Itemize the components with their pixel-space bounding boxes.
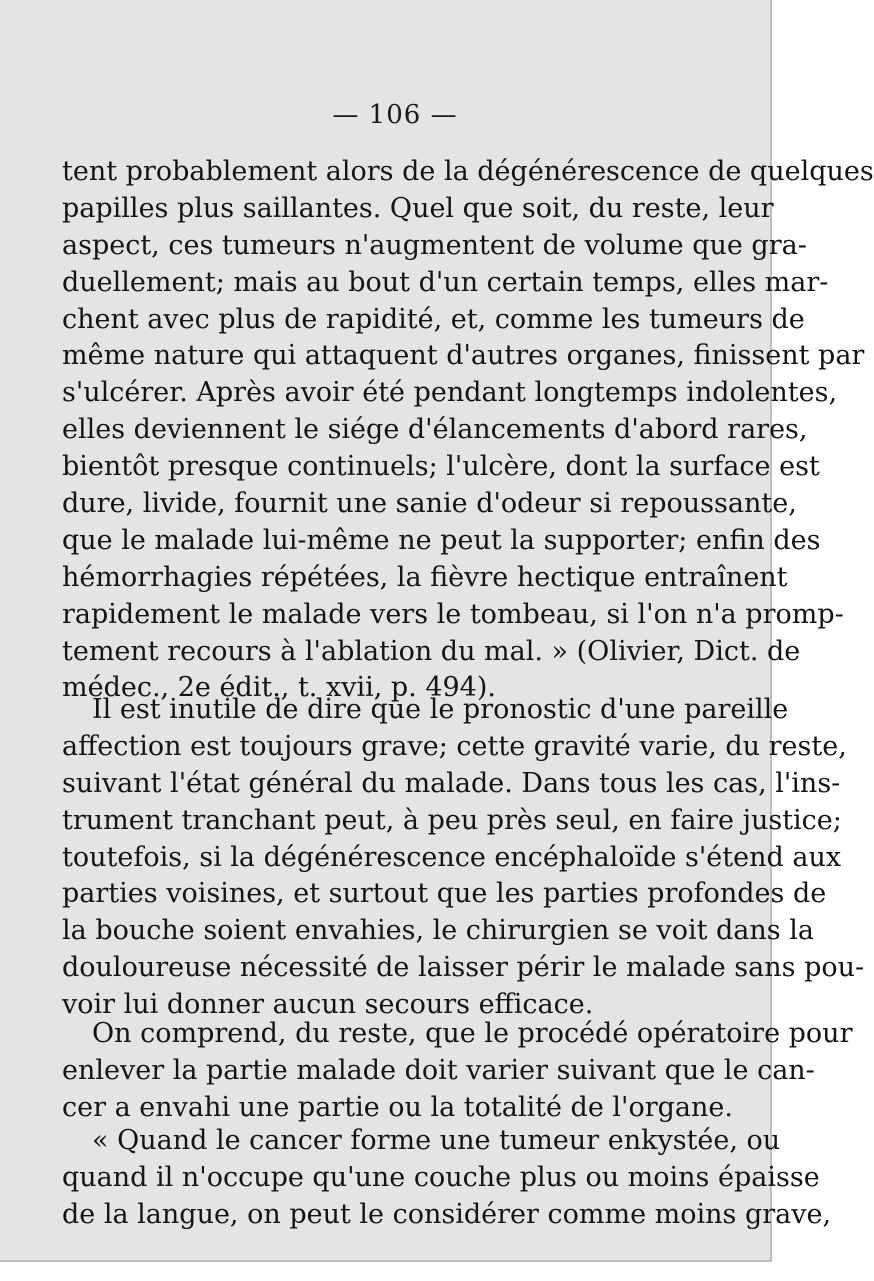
text-line: On comprend, du reste, que le procédé opératoire pour [92, 1018, 853, 1049]
text-line: quand il n'occupe qu'une couche plus ou moins épaisse [62, 1161, 820, 1193]
text-line: suivant l'état général du malade. Dans tous les cas, l'ins- [62, 767, 841, 799]
paragraph-4 [62, 1123, 832, 1234]
text-line: s'ulcérer. Après avoir été pendant longtemps indolentes, [62, 377, 838, 409]
text-line: rapidement le malade vers le tombeau, si l'on n'a promp- [62, 598, 844, 630]
text-line: « Quand le cancer forme une tumeur enkystée, ou [92, 1125, 781, 1156]
text-line: voir lui donner aucun secours efficace. [62, 989, 594, 1021]
text-line: dure, livide, fournit une sanie d'odeur si repoussante, [62, 488, 797, 520]
text-line: douloureuse nécessité de laisser périr le malade sans pou- [62, 952, 865, 984]
paragraph-3 [62, 1016, 853, 1127]
text-line: affection est toujours grave; cette gravité varie, du reste, [62, 730, 847, 762]
text-line: parties voisines, et surtout que les parties profondes de [62, 878, 827, 910]
paragraph-1 [62, 154, 874, 707]
text-line: chent avec plus de rapidité, et, comme les tumeurs de [62, 303, 805, 335]
text-line: toutefois, si la dégénérescence encéphaloïde s'étend aux [62, 841, 842, 873]
text-line: bientôt presque continuels; l'ulcère, dont la surface est [62, 451, 820, 483]
text-line: enlever la partie malade doit varier suivant que le can- [62, 1054, 815, 1086]
text-line: la bouche soient envahies, le chirurgien se voit dans la [62, 915, 814, 947]
text-line: médec., 2e édit., t. xvii, p. 494). [62, 672, 496, 704]
page-number: — 106 — [332, 100, 458, 130]
text-line: papilles plus saillantes. Quel que soit, du reste, leur [62, 192, 774, 224]
text-line: duellement; mais au bout d'un certain temps, elles mar- [62, 266, 829, 298]
text-line: tent probablement alors de la dégénérescence de quelques [62, 156, 874, 187]
text-line: hémorrhagies répétées, la fièvre hectique entraînent [62, 561, 788, 593]
text-line: même nature qui attaquent d'autres organes, finissent par [62, 340, 865, 372]
text-line: que le malade lui-même ne peut la supporter; enfin des [62, 524, 821, 556]
text-line: elles deviennent le siége d'élancements d'abord rares, [62, 414, 808, 446]
text-line: tement recours à l'ablation du mal. » (Olivier, Dict. de [62, 635, 801, 667]
text-line: aspect, ces tumeurs n'augmentent de volume que gra- [62, 229, 807, 261]
text-line: cer a envahi une partie ou la totalité de l'organe. [62, 1091, 733, 1123]
text-line: de la langue, on peut le considérer comme moins grave, [62, 1198, 832, 1230]
text-line: trument tranchant peut, à peu près seul, en faire justice; [62, 804, 842, 836]
paragraph-2 [62, 692, 865, 1024]
text-line: Il est inutile de dire que le pronostic d'une pareille [92, 694, 789, 725]
